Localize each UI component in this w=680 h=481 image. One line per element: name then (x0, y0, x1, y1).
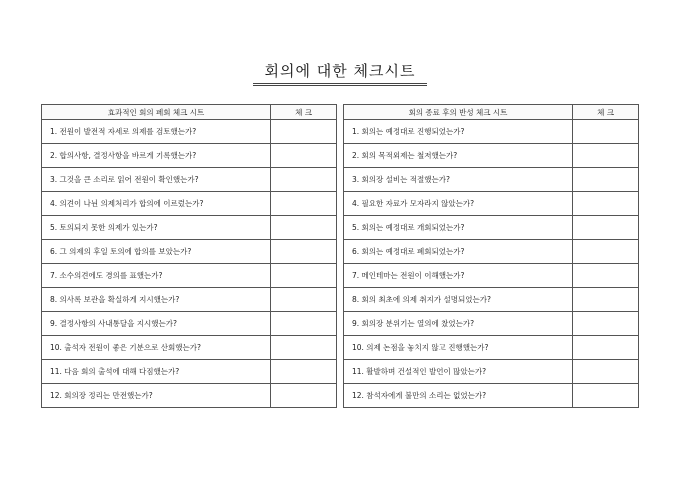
right-question-header: 회의 종료 후의 반성 체크 시트 (344, 105, 573, 120)
checklist-row (42, 216, 639, 240)
column-gap (337, 120, 344, 144)
right-question-cell: 8. 회의 최초에 의제 취지가 설명되었는가? (344, 288, 573, 312)
right-check-cell[interactable] (573, 120, 639, 144)
left-question-cell: 4. 의견이 나뉜 의제처리가 합의에 이르렀는가? (42, 192, 271, 216)
left-check-cell[interactable] (271, 216, 337, 240)
left-question-cell: 11. 다음 회의 출석에 대해 다짐했는가? (42, 360, 271, 384)
right-check-cell[interactable] (573, 168, 639, 192)
left-check-cell[interactable] (271, 264, 337, 288)
left-question-cell: 9. 결정사항의 사내통달을 지시했는가? (42, 312, 271, 336)
left-check-cell[interactable] (271, 312, 337, 336)
left-check-cell[interactable] (271, 360, 337, 384)
right-question-cell: 4. 필요한 자료가 모자라지 않았는가? (344, 192, 573, 216)
column-gap (337, 360, 344, 384)
right-question-cell: 6. 회의는 예정대로 폐회되었는가? (344, 240, 573, 264)
checklist-row (42, 384, 639, 408)
right-check-cell[interactable] (573, 240, 639, 264)
left-check-cell[interactable] (271, 192, 337, 216)
left-question-cell: 12. 회의장 정리는 만전했는가? (42, 384, 271, 408)
left-check-cell[interactable] (271, 120, 337, 144)
left-question-cell: 1. 전원이 발전적 자세로 의제를 검토했는가? (42, 120, 271, 144)
page-title: 회의에 대한 체크시트 (253, 60, 428, 86)
left-question-cell: 5. 토의되지 못한 의제가 있는가? (42, 216, 271, 240)
left-check-cell[interactable] (271, 240, 337, 264)
checklist-row (42, 264, 639, 288)
left-question-cell: 7. 소수의견에도 경의를 표했는가? (42, 264, 271, 288)
checklist-row (42, 288, 639, 312)
checklist-table (41, 104, 639, 408)
column-gap (337, 240, 344, 264)
left-check-cell[interactable] (271, 384, 337, 408)
column-gap (337, 288, 344, 312)
right-check-cell[interactable] (573, 216, 639, 240)
column-gap (337, 144, 344, 168)
right-check-cell[interactable] (573, 360, 639, 384)
checklist-row (42, 360, 639, 384)
title-area (0, 60, 680, 86)
right-question-cell: 1. 회의는 예정대로 진행되었는가? (344, 120, 573, 144)
column-gap (337, 264, 344, 288)
right-question-cell: 12. 참석자에게 불만의 소리는 없었는가? (344, 384, 573, 408)
right-question-cell: 2. 회의 목적외제는 철저했는가? (344, 144, 573, 168)
column-gap (337, 216, 344, 240)
column-gap (337, 105, 344, 120)
right-question-cell: 3. 회의장 설비는 적절했는가? (344, 168, 573, 192)
checklist-row (42, 336, 639, 360)
checklist-row (42, 168, 639, 192)
right-check-header: 체 크 (573, 105, 639, 120)
right-check-cell[interactable] (573, 264, 639, 288)
right-question-cell: 10. 의제 논점을 놓치지 않고 진행했는가? (344, 336, 573, 360)
left-check-header: 체 크 (271, 105, 337, 120)
right-question-cell: 7. 메인테마는 전원이 이해했는가? (344, 264, 573, 288)
left-question-cell: 8. 의사록 보관을 확실하게 지시했는가? (42, 288, 271, 312)
left-question-cell: 6. 그 의제의 후일 토의에 합의를 보았는가? (42, 240, 271, 264)
column-gap (337, 192, 344, 216)
left-check-cell[interactable] (271, 288, 337, 312)
column-gap (337, 168, 344, 192)
right-check-cell[interactable] (573, 336, 639, 360)
column-gap (337, 336, 344, 360)
column-gap (337, 384, 344, 408)
right-question-cell: 5. 회의는 예정대로 개회되었는가? (344, 216, 573, 240)
left-check-cell[interactable] (271, 336, 337, 360)
right-check-cell[interactable] (573, 192, 639, 216)
right-check-cell[interactable] (573, 384, 639, 408)
checklist-row (42, 312, 639, 336)
checklist-row (42, 144, 639, 168)
left-check-cell[interactable] (271, 144, 337, 168)
left-question-cell: 2. 합의사항, 결정사항을 바르게 기록했는가? (42, 144, 271, 168)
right-question-cell: 9. 회의장 분위기는 열의에 찼었는가? (344, 312, 573, 336)
left-question-cell: 10. 출석자 전원이 좋은 기분으로 산회했는가? (42, 336, 271, 360)
right-check-cell[interactable] (573, 144, 639, 168)
column-gap (337, 312, 344, 336)
checklist-row (42, 120, 639, 144)
left-check-cell[interactable] (271, 168, 337, 192)
left-question-header: 효과적인 회의 페회 체크 시트 (42, 105, 271, 120)
header-row (42, 105, 639, 120)
right-question-cell: 11. 활발하며 건설적인 발언이 많았는가? (344, 360, 573, 384)
checklist-row (42, 192, 639, 216)
left-question-cell: 3. 그것을 큰 소리로 읽어 전원이 확인했는가? (42, 168, 271, 192)
right-check-cell[interactable] (573, 288, 639, 312)
right-check-cell[interactable] (573, 312, 639, 336)
checklist-row (42, 240, 639, 264)
